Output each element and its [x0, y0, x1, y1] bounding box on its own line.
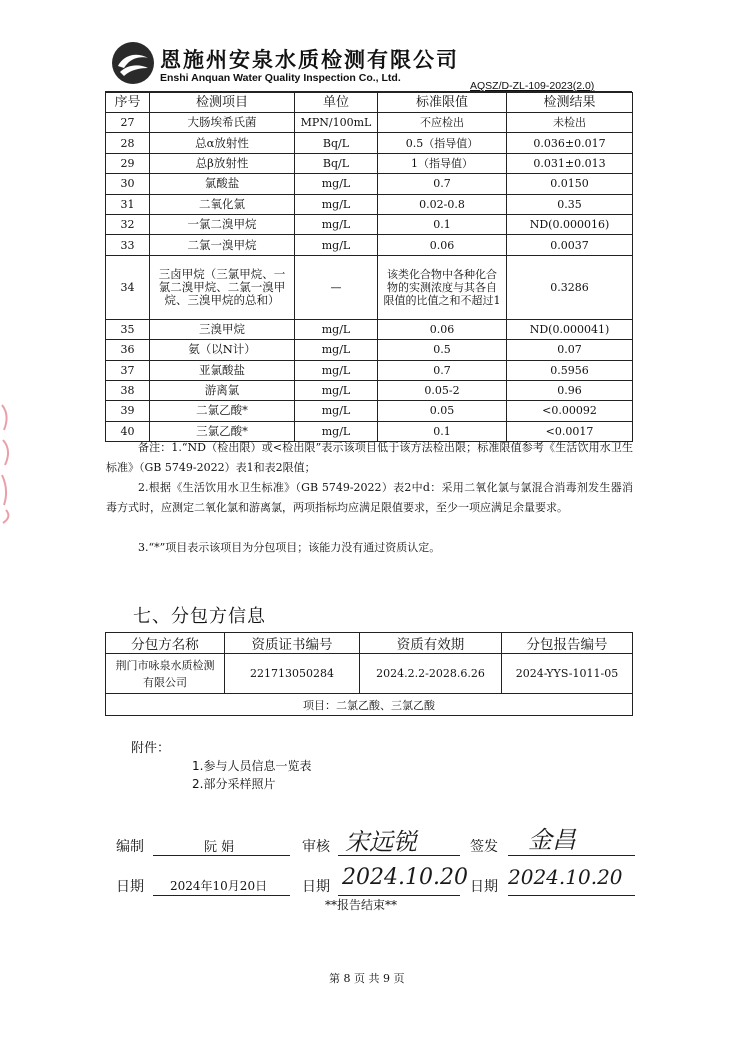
- test-result: 0.35: [507, 194, 633, 214]
- column-header-report: 分包报告编号: [502, 633, 633, 654]
- table-row: [106, 174, 633, 194]
- column-header-result: 检测结果: [507, 93, 633, 113]
- test-item: 三氯乙酸*: [150, 421, 295, 441]
- standard-limit: 0.1: [378, 421, 507, 441]
- standard-limit: 0.7: [378, 360, 507, 380]
- approved-date: 2024.10.20: [508, 865, 623, 889]
- row-number: 27: [106, 113, 150, 133]
- approved-label: 签发: [470, 839, 498, 855]
- row-number: 31: [106, 194, 150, 214]
- standard-limit: 1（指导值）: [378, 153, 507, 173]
- test-item: 二氧化氯: [150, 194, 295, 214]
- section-title: 七、分包方信息: [133, 606, 266, 627]
- report-end-marker: **报告结束**: [325, 898, 398, 912]
- test-result: ND(0.000016): [507, 214, 633, 234]
- column-header-unit: 单位: [295, 93, 378, 113]
- unit: MPN/100mL: [295, 113, 378, 133]
- unit: mg/L: [295, 194, 378, 214]
- table-row: [106, 694, 633, 716]
- test-result: 0.0037: [507, 235, 633, 255]
- unit: mg/L: [295, 360, 378, 380]
- row-number: 32: [106, 214, 150, 234]
- table-row: [106, 113, 633, 133]
- row-number: 35: [106, 319, 150, 339]
- row-number: 33: [106, 235, 150, 255]
- reviewed-date: 2024.10.20: [342, 865, 468, 890]
- test-item: 氨（以N计）: [150, 340, 295, 360]
- sub-projects: 项目：二氯乙酸、三氯乙酸: [106, 694, 633, 716]
- column-header-limit: 标准限值: [378, 93, 507, 113]
- table-row: [106, 360, 633, 380]
- unit: mg/L: [295, 319, 378, 339]
- test-item: 总α放射性: [150, 133, 295, 153]
- row-number: 28: [106, 133, 150, 153]
- cert-number: 221713050284: [225, 654, 360, 694]
- signature-line: [338, 855, 460, 856]
- table-row: [106, 255, 633, 319]
- unit: mg/L: [295, 340, 378, 360]
- prepared-name: 阮 娟: [204, 840, 235, 855]
- test-item: 二氯一溴甲烷: [150, 235, 295, 255]
- standard-limit: 0.7: [378, 174, 507, 194]
- signature-line: [153, 855, 290, 856]
- subcontractor-name: 荆门市咏泉水质检测有限公司: [106, 654, 225, 694]
- test-result: <0.0017: [507, 421, 633, 441]
- standard-limit: 0.5: [378, 340, 507, 360]
- prepared-label: 编制: [116, 839, 144, 855]
- validity-period: 2024.2.2-2028.6.26: [360, 654, 502, 694]
- test-item: 二氯乙酸*: [150, 401, 295, 421]
- document-code: AQSZ/D-ZL-109-2023(2.0): [470, 80, 595, 92]
- test-result: 0.07: [507, 340, 633, 360]
- note-3: 3.“*”项目表示该项目为分包项目；该能力没有通过资质认定。: [138, 541, 441, 554]
- table-row: [106, 401, 633, 421]
- attachment-item: 2.部分采样照片: [192, 777, 276, 791]
- unit: Bq/L: [295, 133, 378, 153]
- test-result: 0.3286: [507, 255, 633, 319]
- unit: mg/L: [295, 174, 378, 194]
- standard-limit: 该类化合物中各种化合物的实测浓度与其各自限值的比值之和不超过1: [378, 255, 507, 319]
- table-row: [106, 319, 633, 339]
- column-header-name: 分包方名称: [106, 633, 225, 654]
- results-table: [105, 92, 633, 442]
- column-header-no: 序号: [106, 93, 150, 113]
- page-number: 第 8 页 共 9 页: [329, 972, 405, 985]
- standard-limit: 0.05: [378, 401, 507, 421]
- signature-line: [508, 895, 635, 896]
- prepared-date: 2024年10月20日: [170, 879, 268, 893]
- unit: mg/L: [295, 214, 378, 234]
- table-header-row: [106, 633, 633, 654]
- row-number: 37: [106, 360, 150, 380]
- test-result: 0.0150: [507, 174, 633, 194]
- row-number: 40: [106, 421, 150, 441]
- standard-limit: 0.02-0.8: [378, 194, 507, 214]
- column-header-cert: 资质证书编号: [225, 633, 360, 654]
- sub-report-number: 2024-YYS-1011-05: [502, 654, 633, 694]
- unit: mg/L: [295, 380, 378, 400]
- test-item: 氯酸盐: [150, 174, 295, 194]
- column-header-validity: 资质有效期: [360, 633, 502, 654]
- test-result: 0.5956: [507, 360, 633, 380]
- test-result: 未检出: [507, 113, 633, 133]
- table-row: [106, 380, 633, 400]
- standard-limit: 0.5（指导值）: [378, 133, 507, 153]
- note-1: 备注：1.“ND（检出限）或<检出限”表示该项目低于该方法检出限；标准限值参考《生活饮用水卫生标准》（GB 5749-2022）表1和表2限值；: [106, 441, 633, 474]
- table-row: [106, 194, 633, 214]
- company-name-en: Enshi Anquan Water Quality Inspection Co., Ltd.: [160, 72, 401, 84]
- test-item: 三溴甲烷: [150, 319, 295, 339]
- test-result: <0.00092: [507, 401, 633, 421]
- test-item: 亚氯酸盐: [150, 360, 295, 380]
- note-2: 2.根据《生活饮用水卫生标准》（GB 5749-2022）表2中d：采用二氧化氯与氯混合消毒剂发生器消毒方式时，应测定二氧化氯和游离氯，两项指标均应满足限值要求，至少一项应满足余量要求。: [106, 481, 633, 514]
- row-number: 38: [106, 380, 150, 400]
- standard-limit: 0.05-2: [378, 380, 507, 400]
- column-header-item: 检测项目: [150, 93, 295, 113]
- table-row: [106, 214, 633, 234]
- company-name-cn: 恩施州安泉水质检测有限公司: [160, 48, 459, 72]
- standard-limit: 0.1: [378, 214, 507, 234]
- reviewer-signature: 宋远锐: [345, 828, 417, 856]
- table-row: [106, 133, 633, 153]
- test-item: 大肠埃希氏菌: [150, 113, 295, 133]
- date-label: 日期: [302, 879, 330, 895]
- unit: mg/L: [295, 401, 378, 421]
- unit: mg/L: [295, 421, 378, 441]
- date-label: 日期: [116, 879, 144, 895]
- test-result: 0.96: [507, 380, 633, 400]
- unit: Bq/L: [295, 153, 378, 173]
- test-item: 一氯二溴甲烷: [150, 214, 295, 234]
- date-label: 日期: [470, 879, 498, 895]
- reviewed-label: 审核: [302, 839, 330, 855]
- attachments-title: 附件：: [131, 741, 171, 756]
- test-result: 0.036±0.017: [507, 133, 633, 153]
- approver-signature: 金昌: [528, 826, 576, 854]
- unit: —: [295, 255, 378, 319]
- seal-edge-mark: [0, 395, 20, 525]
- attachment-item: 1.参与人员信息一览表: [192, 759, 312, 773]
- standard-limit: 0.06: [378, 319, 507, 339]
- test-result: 0.031±0.013: [507, 153, 633, 173]
- test-item: 总β放射性: [150, 153, 295, 173]
- subcontractor-table: [105, 632, 633, 716]
- test-result: ND(0.000041): [507, 319, 633, 339]
- signature-line: [508, 855, 635, 856]
- standard-limit: 不应检出: [378, 113, 507, 133]
- table-row: [106, 654, 633, 694]
- row-number: 39: [106, 401, 150, 421]
- test-item: 三卤甲烷（三氯甲烷、一氯二溴甲烷、二氯一溴甲烷、三溴甲烷的总和）: [150, 255, 295, 319]
- table-row: [106, 235, 633, 255]
- row-number: 36: [106, 340, 150, 360]
- row-number: 34: [106, 255, 150, 319]
- table-row: [106, 153, 633, 173]
- unit: mg/L: [295, 235, 378, 255]
- signature-line: [153, 895, 290, 896]
- table-row: [106, 340, 633, 360]
- table-header-row: [106, 93, 633, 113]
- test-item: 游离氯: [150, 380, 295, 400]
- row-number: 30: [106, 174, 150, 194]
- row-number: 29: [106, 153, 150, 173]
- company-logo-icon: [110, 40, 156, 86]
- standard-limit: 0.06: [378, 235, 507, 255]
